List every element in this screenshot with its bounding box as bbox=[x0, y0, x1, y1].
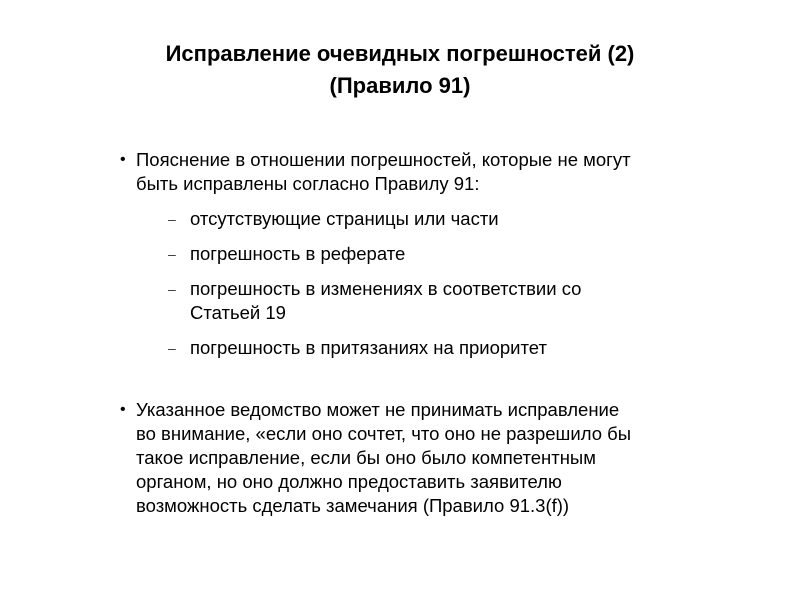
dash-marker: – bbox=[168, 281, 176, 297]
sub-item-text: Статьей 19 bbox=[190, 302, 286, 323]
bullet-text-line: такое исправление, если бы оно было компетентным bbox=[136, 447, 596, 468]
slide-title bbox=[0, 38, 800, 102]
sub-item-3 bbox=[168, 277, 750, 325]
sub-item-text: погрешность в изменениях в соответствии со bbox=[190, 278, 582, 299]
bullet-item-2 bbox=[120, 398, 756, 518]
sub-item-2 bbox=[168, 242, 750, 266]
dash-marker: – bbox=[168, 246, 176, 262]
sub-item-text: погрешность в притязаниях на приоритет bbox=[190, 337, 547, 358]
sub-item-text: отсутствующие страницы или части bbox=[190, 208, 499, 229]
bullet-text-line: Указанное ведомство может не принимать исправление bbox=[136, 399, 620, 420]
title-line-1: Исправление очевидных погрешностей (2) bbox=[165, 41, 635, 66]
sub-item-1 bbox=[168, 207, 750, 231]
dash-marker: – bbox=[168, 211, 176, 227]
bullet-text-line: возможность сделать замечания (Правило 91.3(f)) bbox=[136, 495, 570, 516]
bullet-text-line: быть исправлены согласно Правилу 91: bbox=[136, 173, 480, 194]
sub-item-4 bbox=[168, 336, 750, 360]
dash-marker: – bbox=[168, 340, 176, 356]
bullet-text-line: во внимание, «если оно сочтет, что оно не разрешило бы bbox=[136, 423, 632, 444]
bullet-text-line: органом, но оно должно предоставить заявителю bbox=[136, 471, 562, 492]
bullet-text-line: Пояснение в отношении погрешностей, которые не могут bbox=[136, 149, 631, 170]
bullet-item-1 bbox=[120, 148, 756, 196]
bullet-marker: • bbox=[120, 151, 126, 168]
sub-item-text: погрешность в реферате bbox=[190, 243, 406, 264]
title-line-2: (Правило 91) bbox=[329, 73, 471, 98]
bullet-marker: • bbox=[120, 401, 126, 418]
